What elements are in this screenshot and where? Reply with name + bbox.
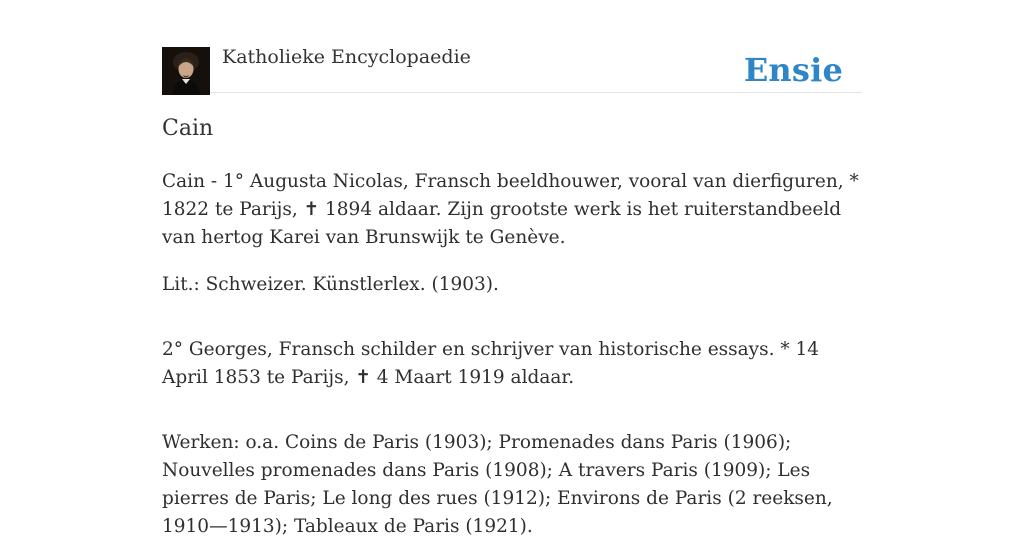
article-paragraph: Werken: o.a. Coins de Paris (1903); Promenades dans Paris (1906); Nouvelles promenades dans Paris (1908); A travers Paris (1909); Les pierres de Paris; Le long des rues (1912); Environs de Paris (2 reeksen, 1910—1913); Tableaux de Paris (1921). xyxy=(162,432,833,537)
ensie-logo[interactable]: Ensie xyxy=(743,51,843,89)
portrait-avatar[interactable] xyxy=(162,47,210,95)
article-paragraph: Cain - 1° Augusta Nicolas, Fransch beeldhouwer, vooral van dierfiguren, * 1822 te Parijs, ✝ 1894 aldaar. Zijn grootste werk is het ruiterstandbeeld van hertog Karei van Brunswijk te Genève. xyxy=(162,171,859,248)
site-name[interactable]: Katholieke Encyclopaedie xyxy=(222,46,471,68)
site-header xyxy=(162,44,862,93)
article-paragraph: Lit.: Schweizer. Künstlerlex. (1903). xyxy=(162,274,499,295)
page-title: Cain xyxy=(162,116,214,141)
article-paragraph: 2° Georges, Fransch schilder en schrijver van historische essays. * 14 April 1853 te Parijs, ✝ 4 Maart 1919 aldaar. xyxy=(162,339,820,388)
portrait-icon xyxy=(162,47,210,95)
article-body xyxy=(162,168,864,560)
